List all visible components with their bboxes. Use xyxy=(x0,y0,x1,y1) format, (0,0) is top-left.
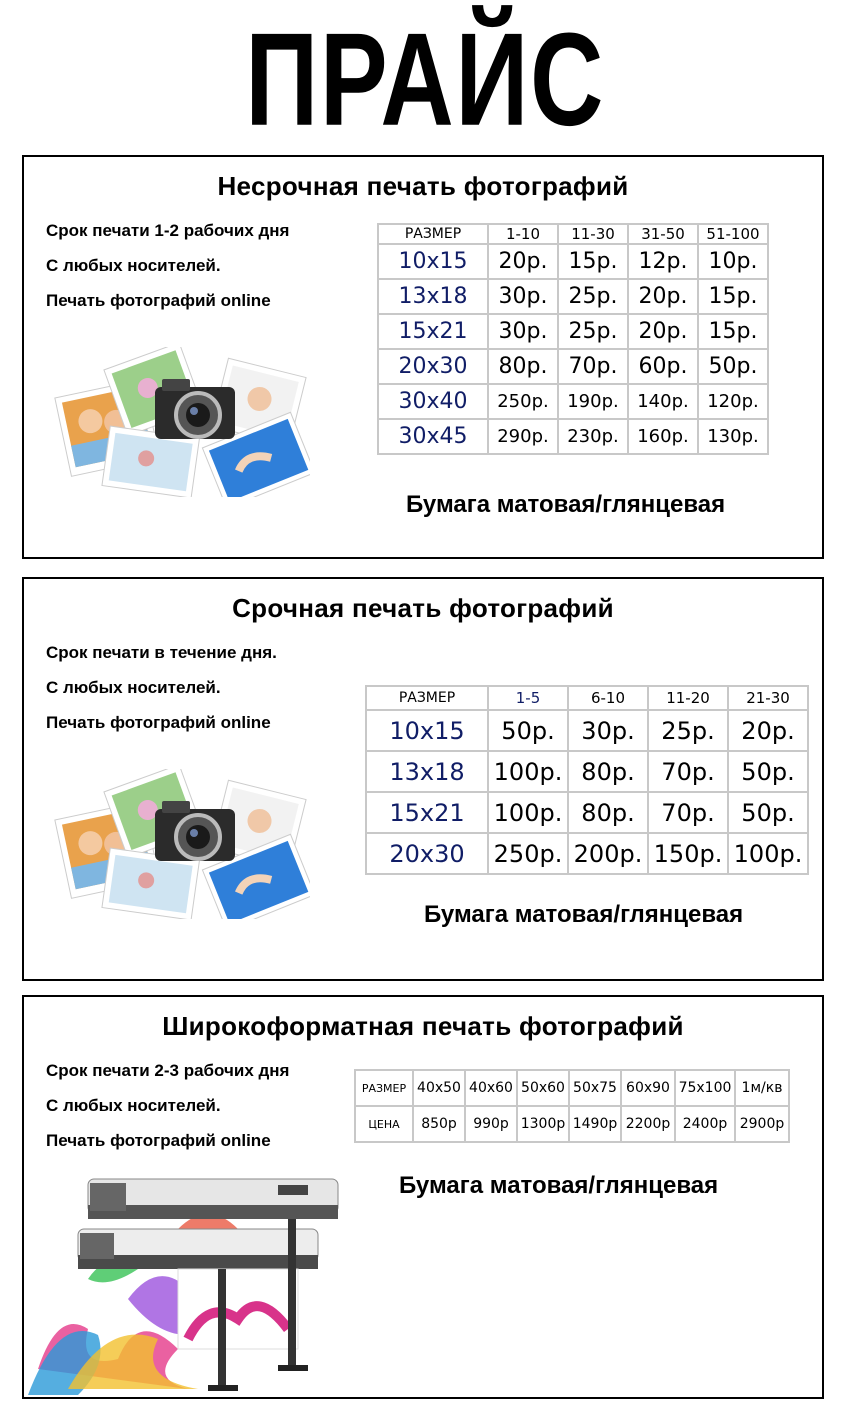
header-cell: 1-10 xyxy=(488,224,558,244)
size-cell: 10х15 xyxy=(366,710,488,751)
price-cell: 80р. xyxy=(488,349,558,384)
section-standard-print xyxy=(22,155,824,559)
price-cell: 1300р xyxy=(517,1106,569,1142)
price-cell: 250р. xyxy=(488,833,568,874)
size-cell: 20х30 xyxy=(378,349,488,384)
size-cell: 13х18 xyxy=(378,279,488,314)
price-table-body xyxy=(366,686,808,874)
price-cell: 200р. xyxy=(568,833,648,874)
price-cell: 50р. xyxy=(488,710,568,751)
header-cell: 6-10 xyxy=(568,686,648,710)
info-online: Печать фотографий online xyxy=(46,1131,271,1150)
header-cell: 21-30 xyxy=(728,686,808,710)
price-cell: 160р. xyxy=(628,419,698,454)
table-row xyxy=(378,314,768,349)
price-cell: 70р. xyxy=(648,792,728,833)
price-table-body xyxy=(355,1070,789,1142)
size-cell: 15х21 xyxy=(366,792,488,833)
price-cell: 50р. xyxy=(728,792,808,833)
paper-note: Бумага матовая/глянцевая xyxy=(424,901,744,928)
price-cell: 20р. xyxy=(728,710,808,751)
header-cell: 31-50 xyxy=(628,224,698,244)
table-header-row xyxy=(378,224,768,244)
price-cell: 290р. xyxy=(488,419,558,454)
price-cell: 25р. xyxy=(558,279,628,314)
info-print-time: Срок печати в течение дня. xyxy=(46,643,277,662)
price-cell: 100р. xyxy=(488,792,568,833)
header-cell: 51-100 xyxy=(698,224,768,244)
section-title: Срочная печать фотографий xyxy=(232,593,614,623)
size-cell: 50х75 xyxy=(569,1070,621,1106)
size-cell: 10х15 xyxy=(378,244,488,279)
info-online: Печать фотографий online xyxy=(46,291,271,310)
price-cell: 990р xyxy=(465,1106,517,1142)
price-cell: 25р. xyxy=(558,314,628,349)
table-row xyxy=(366,833,808,874)
page-title-text: ПРАЙС xyxy=(245,6,605,154)
table-row xyxy=(378,349,768,384)
paper-note: Бумага матовая/глянцевая xyxy=(399,1172,719,1199)
table-header-row xyxy=(366,686,808,710)
price-cell: 20р. xyxy=(488,244,558,279)
price-cell: 50р. xyxy=(698,349,768,384)
table-header-row xyxy=(355,1070,789,1106)
paper-note: Бумага матовая/глянцевая xyxy=(406,491,726,518)
header-cell: РАЗМЕР xyxy=(366,686,488,710)
price-cell: 25р. xyxy=(648,710,728,751)
price-cell: 190р. xyxy=(558,384,628,419)
info-online: Печать фотографий online xyxy=(46,713,271,732)
price-table-standard xyxy=(377,223,769,455)
camera-photos-image xyxy=(50,769,310,919)
price-cell: 120р. xyxy=(698,384,768,419)
camera-photos-image xyxy=(50,347,310,497)
section-title: Несрочная печать фотографий xyxy=(217,171,629,201)
section-urgent-print xyxy=(22,577,824,981)
size-cell: 20х30 xyxy=(366,833,488,874)
section-title: Широкоформатная печать фотографий xyxy=(162,1011,684,1041)
price-cell: 150р. xyxy=(648,833,728,874)
size-cell: 13х18 xyxy=(366,751,488,792)
price-cell: 70р. xyxy=(558,349,628,384)
table-row xyxy=(355,1106,789,1142)
price-cell: 12р. xyxy=(628,244,698,279)
price-label-cell: ЦЕНА xyxy=(355,1106,413,1142)
price-cell: 20р. xyxy=(628,279,698,314)
price-cell: 100р. xyxy=(488,751,568,792)
price-cell: 1490р xyxy=(569,1106,621,1142)
price-cell: 70р. xyxy=(648,751,728,792)
price-cell: 2200р xyxy=(621,1106,675,1142)
table-row xyxy=(378,384,768,419)
header-cell: РАЗМЕР xyxy=(378,224,488,244)
table-row xyxy=(378,279,768,314)
price-cell: 20р. xyxy=(628,314,698,349)
size-label-cell: РАЗМЕР xyxy=(355,1070,413,1106)
price-cell: 850р xyxy=(413,1106,465,1142)
table-row xyxy=(366,792,808,833)
info-media: С любых носителей. xyxy=(46,256,221,275)
size-cell: 1м/кв xyxy=(735,1070,789,1106)
price-cell: 80р. xyxy=(568,792,648,833)
size-cell: 50х60 xyxy=(517,1070,569,1106)
price-table-wide xyxy=(354,1069,790,1143)
price-cell: 230р. xyxy=(558,419,628,454)
price-cell: 250р. xyxy=(488,384,558,419)
header-cell: 11-20 xyxy=(648,686,728,710)
size-cell: 75х100 xyxy=(675,1070,735,1106)
price-cell: 15р. xyxy=(698,279,768,314)
info-print-time: Срок печати 1-2 рабочих дня xyxy=(46,221,290,240)
price-cell: 10р. xyxy=(698,244,768,279)
info-media: С любых носителей. xyxy=(46,678,221,697)
price-table-body xyxy=(378,224,768,454)
price-cell: 100р. xyxy=(728,833,808,874)
price-cell: 30р. xyxy=(488,314,558,349)
size-cell: 30х40 xyxy=(378,384,488,419)
price-cell: 30р. xyxy=(568,710,648,751)
price-table-urgent xyxy=(365,685,809,875)
price-cell: 140р. xyxy=(628,384,698,419)
price-cell: 15р. xyxy=(558,244,628,279)
section-wide-format-print xyxy=(22,995,824,1399)
price-cell: 30р. xyxy=(488,279,558,314)
size-cell: 40х50 xyxy=(413,1070,465,1106)
size-cell: 40х60 xyxy=(465,1070,517,1106)
price-cell: 2400р xyxy=(675,1106,735,1142)
page-title xyxy=(0,6,850,154)
price-cell: 15р. xyxy=(698,314,768,349)
info-print-time: Срок печати 2-3 рабочих дня xyxy=(46,1061,290,1080)
table-row xyxy=(366,710,808,751)
table-row xyxy=(378,244,768,279)
size-cell: 30х45 xyxy=(378,419,488,454)
price-cell: 60р. xyxy=(628,349,698,384)
wide-format-printer-image xyxy=(28,1169,348,1395)
price-cell: 2900р xyxy=(735,1106,789,1142)
table-row xyxy=(366,751,808,792)
price-cell: 130р. xyxy=(698,419,768,454)
price-cell: 80р. xyxy=(568,751,648,792)
header-cell: 11-30 xyxy=(558,224,628,244)
info-media: С любых носителей. xyxy=(46,1096,221,1115)
size-cell: 60х90 xyxy=(621,1070,675,1106)
price-cell: 50р. xyxy=(728,751,808,792)
header-cell: 1-5 xyxy=(488,686,568,710)
table-row xyxy=(378,419,768,454)
size-cell: 15х21 xyxy=(378,314,488,349)
